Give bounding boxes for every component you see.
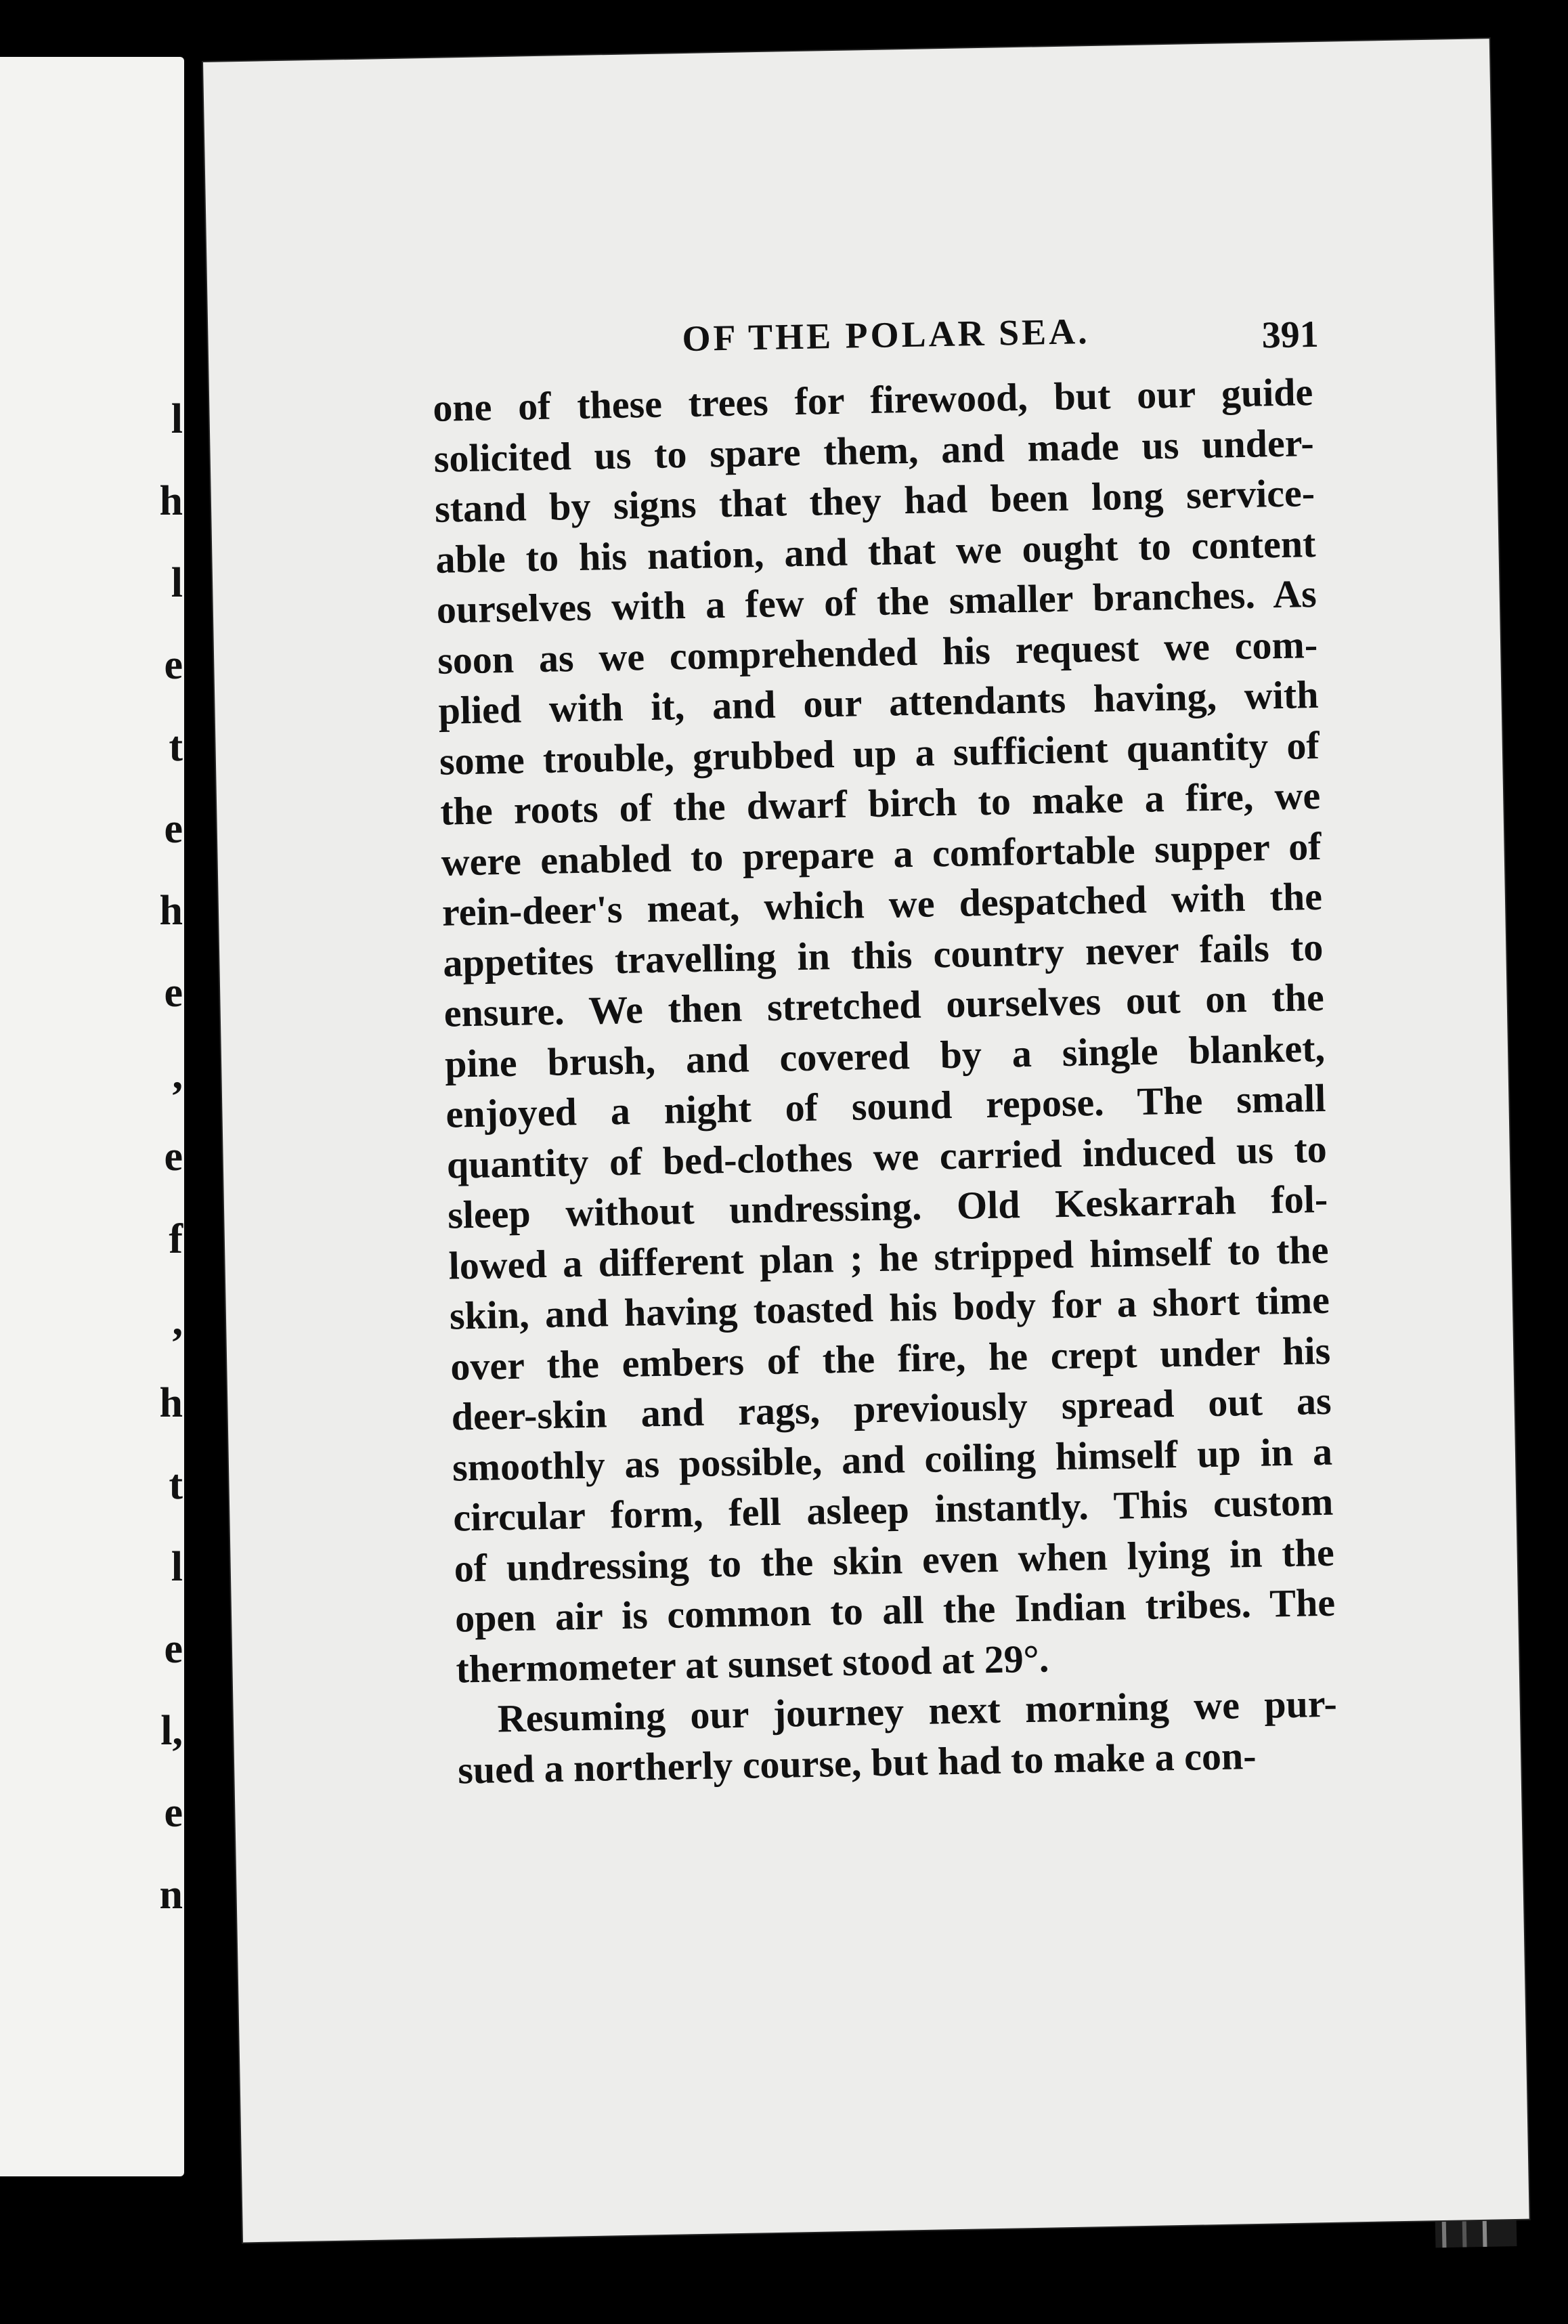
left-page-glyph: n	[159, 1872, 183, 1918]
left-page-glyph: h	[159, 888, 183, 934]
text-line: skin, and having toasted his body for a short time	[449, 1277, 1330, 1338]
text-line: solicited us to spare them, and made us under-	[433, 420, 1315, 481]
left-page-glyph: h	[159, 478, 183, 524]
text-line: open air is common to all the Indian tribes. The	[454, 1580, 1336, 1641]
left-page-glyph: l	[171, 560, 183, 606]
left-page-text-edge	[14, 395, 183, 1953]
left-page-glyph: l	[171, 1544, 183, 1590]
text-line: soon as we comprehended his request we com-	[437, 622, 1318, 683]
text-line: one of these trees for firewood, but our guide	[432, 370, 1313, 430]
left-page-glyph: e	[164, 1790, 183, 1836]
book-gutter	[184, 57, 211, 2183]
text-line: some trouble, grubbed up a sufficient quantity of	[439, 723, 1320, 783]
left-page-glyph: l,	[160, 1708, 183, 1754]
running-title: OF THE POLAR SEA.	[682, 311, 1091, 360]
left-page-glyph: l	[171, 396, 183, 442]
left-page-glyph: ,	[172, 1298, 183, 1344]
text-line: stand by signs that they had been long service-	[434, 471, 1315, 531]
text-line: the roots of the dwarf birch to make a fire, we	[439, 773, 1321, 834]
text-line: sleep without undressing. Old Keskarrah fol-	[447, 1176, 1328, 1237]
text-line: lowed a different plan ; he stripped himself to the	[448, 1227, 1329, 1288]
text-line: of undressing to the skin even when lying in the	[454, 1530, 1335, 1591]
body-text	[433, 367, 1338, 1795]
left-page-glyph: e	[164, 642, 183, 688]
text-line: were enabled to prepare a comfortable supper of	[441, 823, 1322, 884]
text-line: smoothly as possible, and coiling himself up in a	[452, 1429, 1333, 1490]
text-line: able to his nation, and that we ought to content	[435, 521, 1316, 582]
left-page-glyph: t	[169, 724, 183, 770]
left-facing-page	[0, 57, 184, 2176]
text-line: quantity of bed-clothes we carried induced us to	[446, 1126, 1328, 1187]
left-page-glyph: e	[164, 1626, 183, 1672]
left-page-glyph: h	[159, 1380, 183, 1426]
text-line: ourselves with a few of the smaller branches. As	[436, 571, 1317, 632]
text-line: rein-deer's meat, which we despatched with the	[441, 874, 1323, 934]
text-line: deer-skin and rags, previously spread out as	[451, 1378, 1332, 1439]
page-number: 391	[1261, 313, 1320, 357]
text-line: sued a northerly course, but had to make a con-	[457, 1733, 1257, 1792]
left-page-glyph: t	[169, 1462, 183, 1508]
left-page-glyph: e	[164, 970, 183, 1016]
text-line: Resuming our journey next morning we pur-	[497, 1681, 1338, 1741]
text-line: enjoyed a night of sound repose. The small	[445, 1075, 1326, 1136]
text-line: appetites travelling in this country never fails to	[442, 924, 1324, 985]
text-line: pine brush, and covered by a single blanket,	[444, 1025, 1326, 1086]
text-line: plied with it, and our attendants having, with	[438, 672, 1319, 733]
left-page-glyph: f	[169, 1216, 183, 1262]
text-line: ensure. We then stretched ourselves out on the	[443, 974, 1325, 1035]
left-page-glyph: ,	[172, 1052, 183, 1098]
left-page-glyph: e	[164, 806, 183, 852]
left-page-glyph: e	[164, 1134, 183, 1180]
text-line: circular form, fell asleep instantly. This custom	[452, 1479, 1334, 1540]
text-line: over the embers of the fire, he crept under his	[450, 1328, 1331, 1389]
text-line: thermometer at sunset stood at 29°.	[455, 1636, 1049, 1692]
book-page	[203, 39, 1529, 2242]
